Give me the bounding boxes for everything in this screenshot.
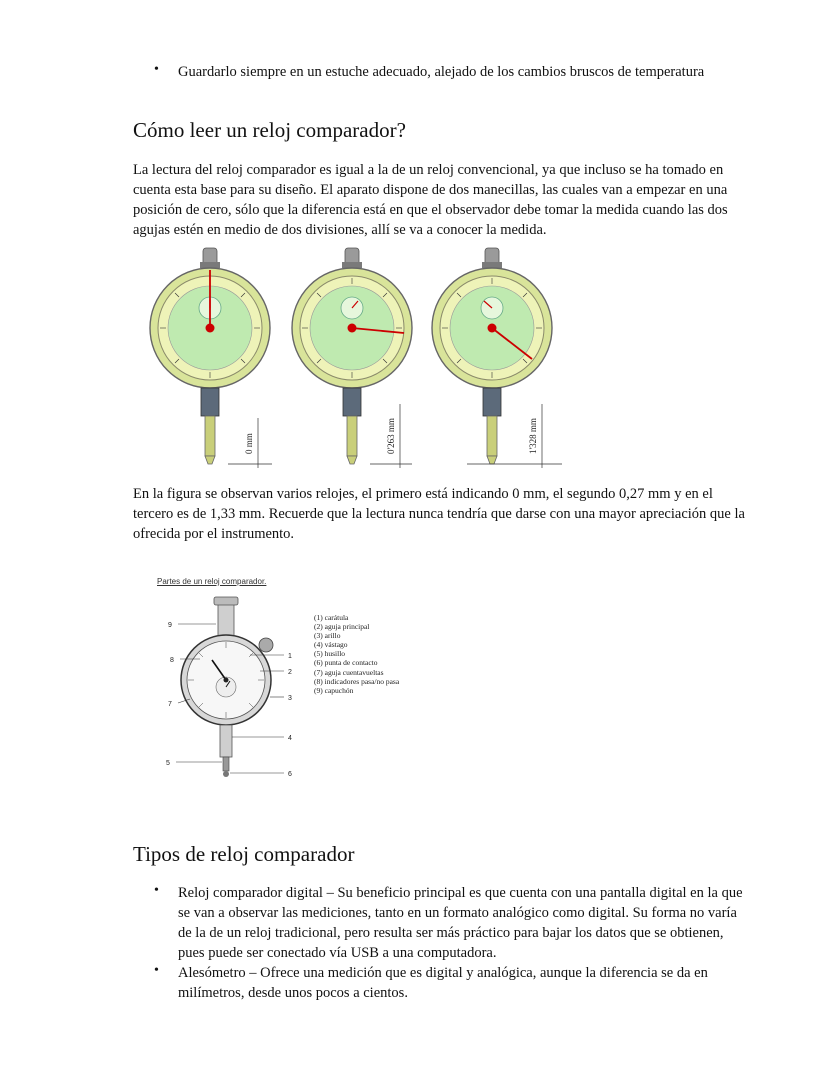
callout-2: 2 — [288, 669, 292, 676]
parts-legend — [314, 613, 399, 695]
parts-legend-item: (4) vástago — [314, 640, 348, 650]
callout-9: 9 — [168, 622, 172, 629]
parts-legend-item: (8) indicadores pasa/no pasa — [314, 676, 400, 686]
list-item-text: Alesómetro – Ofrece una medición que es digital y analógica, aunque la diferencia se da en milímetros, desde unos pocos a cientos. — [178, 965, 708, 1001]
dial-gauges-figure — [140, 246, 570, 474]
paragraph: En la figura se observan varios relojes, el primero está indicando 0 mm, el segundo 0,27 mm y en el tercero es de 1,33 mm. Recuerde que la lectura nunca tendría que darse con una mayor apreciación que la ofrecida por el instrumento. — [133, 486, 745, 542]
callout-4: 4 — [288, 735, 292, 742]
callout-1: 1 — [288, 653, 292, 660]
gauge-1-label: 0 mm — [244, 433, 254, 454]
dial-gauge-3 — [432, 248, 562, 468]
parts-legend-item: (2) aguja principal — [314, 622, 370, 632]
dial-indicator-parts-illustration — [150, 575, 310, 790]
gauge-3-label: 1'328 mm — [528, 418, 538, 454]
callout-6: 6 — [288, 771, 292, 778]
parts-legend-item: (9) capuchón — [314, 685, 354, 695]
section-heading: Tipos de reloj comparador — [133, 842, 355, 866]
callout-7: 7 — [168, 701, 172, 708]
list-item-text: Reloj comparador digital – Su beneficio principal es que cuenta con una pantalla digital en la que se van a observar las mediciones, tanto en un formato analógico como digital. Su forma no varía de la de un reloj tradicional, pero resulta ser más práctico para bajar los datos que se obtienen, pues puede ser conectado vía USB a una computadora. — [178, 885, 743, 961]
parts-legend-item: (1) carátula — [314, 613, 349, 622]
figure-caption: Partes de un reloj comparador. — [157, 577, 267, 586]
bullet-mark: • — [154, 963, 159, 978]
section-heading: Cómo leer un reloj comparador? — [133, 118, 406, 142]
bullet-mark: • — [154, 62, 159, 77]
callout-3: 3 — [288, 695, 292, 702]
callout-5: 5 — [166, 760, 170, 767]
parts-legend-item: (3) arillo — [314, 631, 341, 641]
paragraph: La lectura del reloj comparador es igual a la de un reloj convencional, ya que incluso se ha tomado en cuenta esta base para su diseño. El aparato dispone de dos manecillas, las cuales van a empezar en una posición de cero, sólo que la diferencia está en que el observador debe tomar la medida cuando las dos agujas estén en medio de dos divisiones, allí se va a conocer la medida. — [133, 162, 728, 238]
gauge-2-label: 0'263 mm — [386, 418, 396, 454]
parts-legend-item: (7) aguja cuentavueltas — [314, 667, 384, 677]
list-item — [154, 883, 748, 963]
list-item — [154, 963, 748, 1003]
callout-8: 8 — [170, 657, 174, 664]
parts-legend-item: (5) husillo — [314, 649, 346, 659]
list-item — [154, 62, 778, 82]
list-item-text: Guardarlo siempre en un estuche adecuado, alejado de los cambios bruscos de temperatura — [178, 64, 705, 80]
parts-legend-item: (6) punta de contacto — [314, 658, 378, 668]
bullet-mark: • — [154, 883, 159, 898]
